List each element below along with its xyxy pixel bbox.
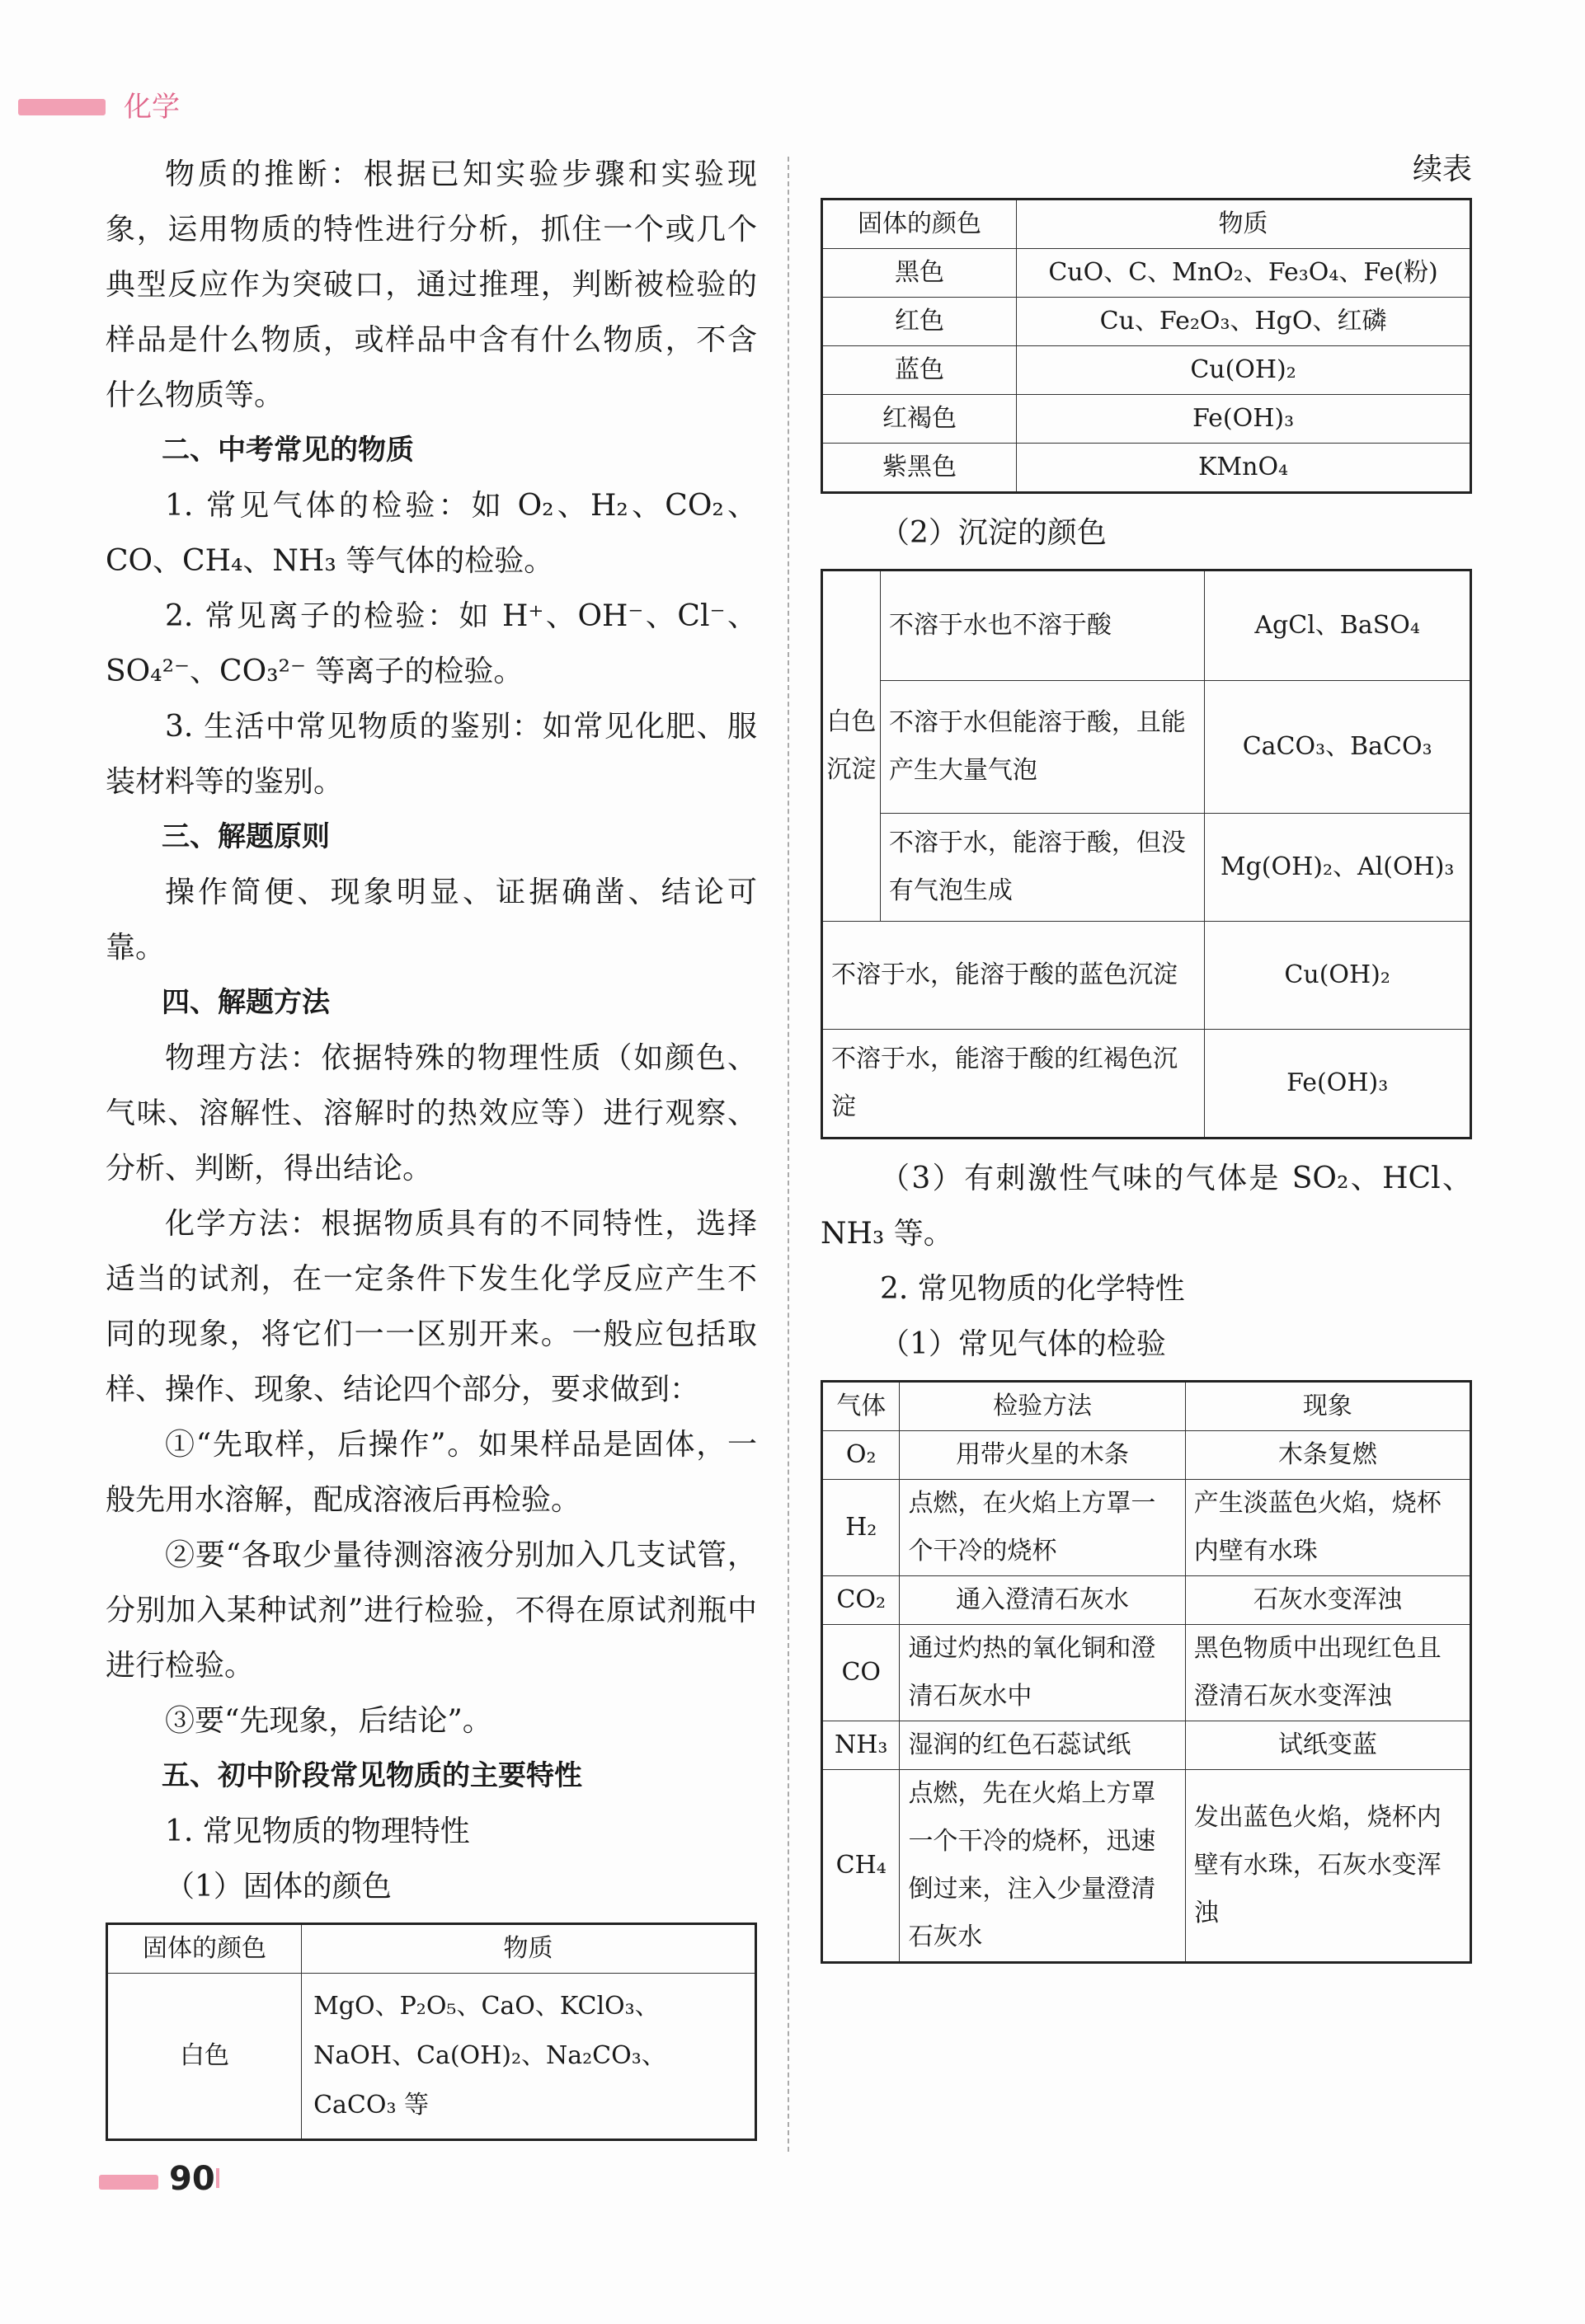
footer-decor-bar bbox=[99, 2175, 158, 2190]
section-heading-common-substances: 二、中考常见的物质 bbox=[162, 434, 414, 467]
table-cell-substance: Fe(OH)₃ bbox=[1017, 395, 1471, 444]
table-cell-method: 点燃，在火焰上方罩一个干冷的烧杯 bbox=[900, 1480, 1185, 1576]
footer-decor-tick bbox=[216, 2168, 219, 2188]
table-row bbox=[822, 1480, 1471, 1576]
table-row bbox=[822, 1576, 1471, 1625]
item-daily-identification: 3. 生活中常见物质的鉴别：如常见化肥、服装材料等的鉴别。 bbox=[106, 710, 757, 799]
table-row bbox=[822, 814, 1471, 922]
table-cell-substance: Cu、Fe₂O₃、HgO、红磷 bbox=[1017, 298, 1471, 346]
table-row bbox=[822, 1721, 1471, 1770]
paragraph-chemical-method: 化学方法：根据物质具有的不同特性，选择适当的试剂，在一定条件下发生化学反应产生不同的现象，将它们一一区别开来。一般应包括取样、操作、现象、结论四个部分，要求做到： bbox=[106, 1207, 757, 1406]
table-row bbox=[822, 395, 1471, 444]
header-decor-bar bbox=[18, 99, 106, 115]
gas-test-table bbox=[821, 1380, 1472, 1964]
table-cell-substance: Cu(OH)₂ bbox=[1205, 922, 1471, 1030]
table-cell-substance: Cu(OH)₂ bbox=[1017, 346, 1471, 395]
subheading-chemical-properties: 2. 常见物质的化学特性 bbox=[880, 1272, 1185, 1306]
table-cell-description: 不溶于水也不溶于酸 bbox=[880, 570, 1205, 681]
table-cell-method: 点燃，先在火焰上方罩一个干冷的烧杯，迅速倒过来，注入少量澄清石灰水 bbox=[900, 1770, 1185, 1963]
table-cell-phenomenon: 试纸变蓝 bbox=[1185, 1721, 1470, 1770]
table-cell-color: 黑色 bbox=[822, 249, 1017, 298]
table-row bbox=[822, 570, 1471, 681]
precipitate-table bbox=[821, 569, 1472, 1139]
table-header-row bbox=[822, 200, 1471, 249]
table-cell-description: 不溶于水，能溶于酸的红褐色沉淀 bbox=[822, 1030, 1205, 1139]
table-cell-color: 白色 bbox=[107, 1974, 302, 2140]
table-header-cell: 现象 bbox=[1185, 1382, 1470, 1431]
table-cell-substance: Fe(OH)₃ bbox=[1205, 1030, 1471, 1139]
table-cell-color: 紫黑色 bbox=[822, 444, 1017, 493]
table-cell-phenomenon: 发出蓝色火焰，烧杯内壁有水珠，石灰水变浑浊 bbox=[1185, 1770, 1470, 1963]
section-heading-properties: 五、初中阶段常见物质的主要特性 bbox=[162, 1759, 582, 1792]
table-row bbox=[822, 922, 1471, 1030]
table-row bbox=[822, 444, 1471, 493]
table-cell-gas: NH₃ bbox=[822, 1721, 900, 1770]
rule-phenomenon-first: ③要“先现象，后结论”。 bbox=[165, 1704, 492, 1738]
rule-small-amount: ②要“各取少量待测溶液分别加入几支试管，分别加入某种试剂”进行检验，不得在原试剂瓶中进行检验。 bbox=[106, 1538, 757, 1683]
paragraph-principles: 操作简便、现象明显、证据确凿、结论可靠。 bbox=[106, 876, 757, 965]
table-cell-substance: KMnO₄ bbox=[1017, 444, 1471, 493]
section-heading-principles: 三、解题原则 bbox=[162, 820, 330, 853]
table-cell-substance: CaCO₃、BaCO₃ bbox=[1205, 681, 1471, 814]
subheading-physical-properties: 1. 常见物质的物理特性 bbox=[165, 1815, 470, 1848]
table-cell-gas: CH₄ bbox=[822, 1770, 900, 1963]
page-number: 90 bbox=[169, 2160, 215, 2198]
table-header-cell: 检验方法 bbox=[900, 1382, 1185, 1431]
table-row bbox=[822, 681, 1471, 814]
table-cell-method: 通过灼热的氧化铜和澄清石灰水中 bbox=[900, 1625, 1185, 1721]
table-cell-phenomenon: 木条复燃 bbox=[1185, 1431, 1470, 1480]
table-cell-gas: CO bbox=[822, 1625, 900, 1721]
table-cell-phenomenon: 石灰水变浑浊 bbox=[1185, 1576, 1470, 1625]
table-cell-substance: Mg(OH)₂、Al(OH)₃ bbox=[1205, 814, 1471, 922]
table-row bbox=[107, 1974, 756, 2140]
table-row bbox=[822, 1770, 1471, 1963]
table-cell-substance: CuO、C、MnO₂、Fe₃O₄、Fe(粉) bbox=[1017, 249, 1471, 298]
table-header-cell: 气体 bbox=[822, 1382, 900, 1431]
table-cell-description: 不溶于水，能溶于酸，但没有气泡生成 bbox=[880, 814, 1205, 922]
table-header-cell: 物质 bbox=[302, 1924, 756, 1974]
subheading-gas-test: （1）常见气体的检验 bbox=[880, 1327, 1166, 1361]
table-cell-phenomenon: 黑色物质中出现红色且澄清石灰水变浑浊 bbox=[1185, 1625, 1470, 1721]
table-cell-substance: AgCl、BaSO₄ bbox=[1205, 570, 1471, 681]
table-row bbox=[822, 1030, 1471, 1139]
continued-label: 续表 bbox=[1412, 153, 1472, 186]
table-cell-gas: H₂ bbox=[822, 1480, 900, 1576]
table-cell-color: 红色 bbox=[822, 298, 1017, 346]
item-gas-test: 1. 常见气体的检验：如 O₂、H₂、CO₂、CO、CH₄、NH₃ 等气体的检验。 bbox=[106, 489, 757, 578]
solid-color-table bbox=[106, 1923, 757, 2141]
table-row bbox=[822, 298, 1471, 346]
subheading-precipitate-color: （2）沉淀的颜色 bbox=[880, 516, 1107, 550]
table-cell-white-precipitate: 白色沉淀 bbox=[822, 570, 881, 922]
solid-color-table-continued bbox=[821, 198, 1472, 494]
table-row bbox=[822, 1625, 1471, 1721]
section-heading-methods: 四、解题方法 bbox=[162, 986, 330, 1019]
table-row bbox=[822, 249, 1471, 298]
table-header-cell: 固体的颜色 bbox=[822, 200, 1017, 249]
table-cell-substance: MgO、P₂O₅、CaO、KClO₃、NaOH、Ca(OH)₂、Na₂CO₃、CaCO₃ 等 bbox=[302, 1974, 756, 2140]
table-cell-gas: CO₂ bbox=[822, 1576, 900, 1625]
table-cell-description: 不溶于水但能溶于酸，且能产生大量气泡 bbox=[880, 681, 1205, 814]
table-header-cell: 物质 bbox=[1017, 200, 1471, 249]
table-header-row bbox=[107, 1924, 756, 1974]
rule-sample-first: ①“先取样，后操作”。如果样品是固体，一般先用水溶解，配成溶液后再检验。 bbox=[106, 1428, 757, 1517]
table-cell-gas: O₂ bbox=[822, 1431, 900, 1480]
table-cell-method: 湿润的红色石蕊试纸 bbox=[900, 1721, 1185, 1770]
right-column bbox=[821, 147, 1472, 1975]
column-divider bbox=[788, 157, 789, 2152]
paragraph-inference: 物质的推断：根据已知实验步骤和实验现象，运用物质的特性进行分析，抓住一个或几个典型反应作为突破口，通过推理，判断被检验的样品是什么物质，或样品中含有什么物质，不含什么物质等。 bbox=[106, 157, 757, 412]
table-row bbox=[822, 346, 1471, 395]
table-header-cell: 固体的颜色 bbox=[107, 1924, 302, 1974]
table-cell-phenomenon: 产生淡蓝色火焰，烧杯内壁有水珠 bbox=[1185, 1480, 1470, 1576]
table-row bbox=[822, 1431, 1471, 1480]
paragraph-physical-method: 物理方法：依据特殊的物理性质（如颜色、气味、溶解性、溶解时的热效应等）进行观察、分析、判断，得出结论。 bbox=[106, 1041, 757, 1185]
table-cell-color: 蓝色 bbox=[822, 346, 1017, 395]
table-cell-method: 通入澄清石灰水 bbox=[900, 1576, 1185, 1625]
table-cell-description: 不溶于水，能溶于酸的蓝色沉淀 bbox=[822, 922, 1205, 1030]
header-subject: 化学 bbox=[124, 91, 180, 124]
table-cell-method: 用带火星的木条 bbox=[900, 1431, 1185, 1480]
table-cell-color: 红褐色 bbox=[822, 395, 1017, 444]
subheading-solid-color: （1）固体的颜色 bbox=[165, 1870, 392, 1904]
item-ion-test: 2. 常见离子的检验：如 H⁺、OH⁻、Cl⁻、SO₄²⁻、CO₃²⁻ 等离子的检验。 bbox=[106, 599, 757, 688]
table-header-row bbox=[822, 1382, 1471, 1431]
left-column bbox=[106, 147, 757, 2153]
paragraph-irritating-gases: （3）有刺激性气味的气体是 SO₂、HCl、NH₃ 等。 bbox=[821, 1162, 1472, 1251]
